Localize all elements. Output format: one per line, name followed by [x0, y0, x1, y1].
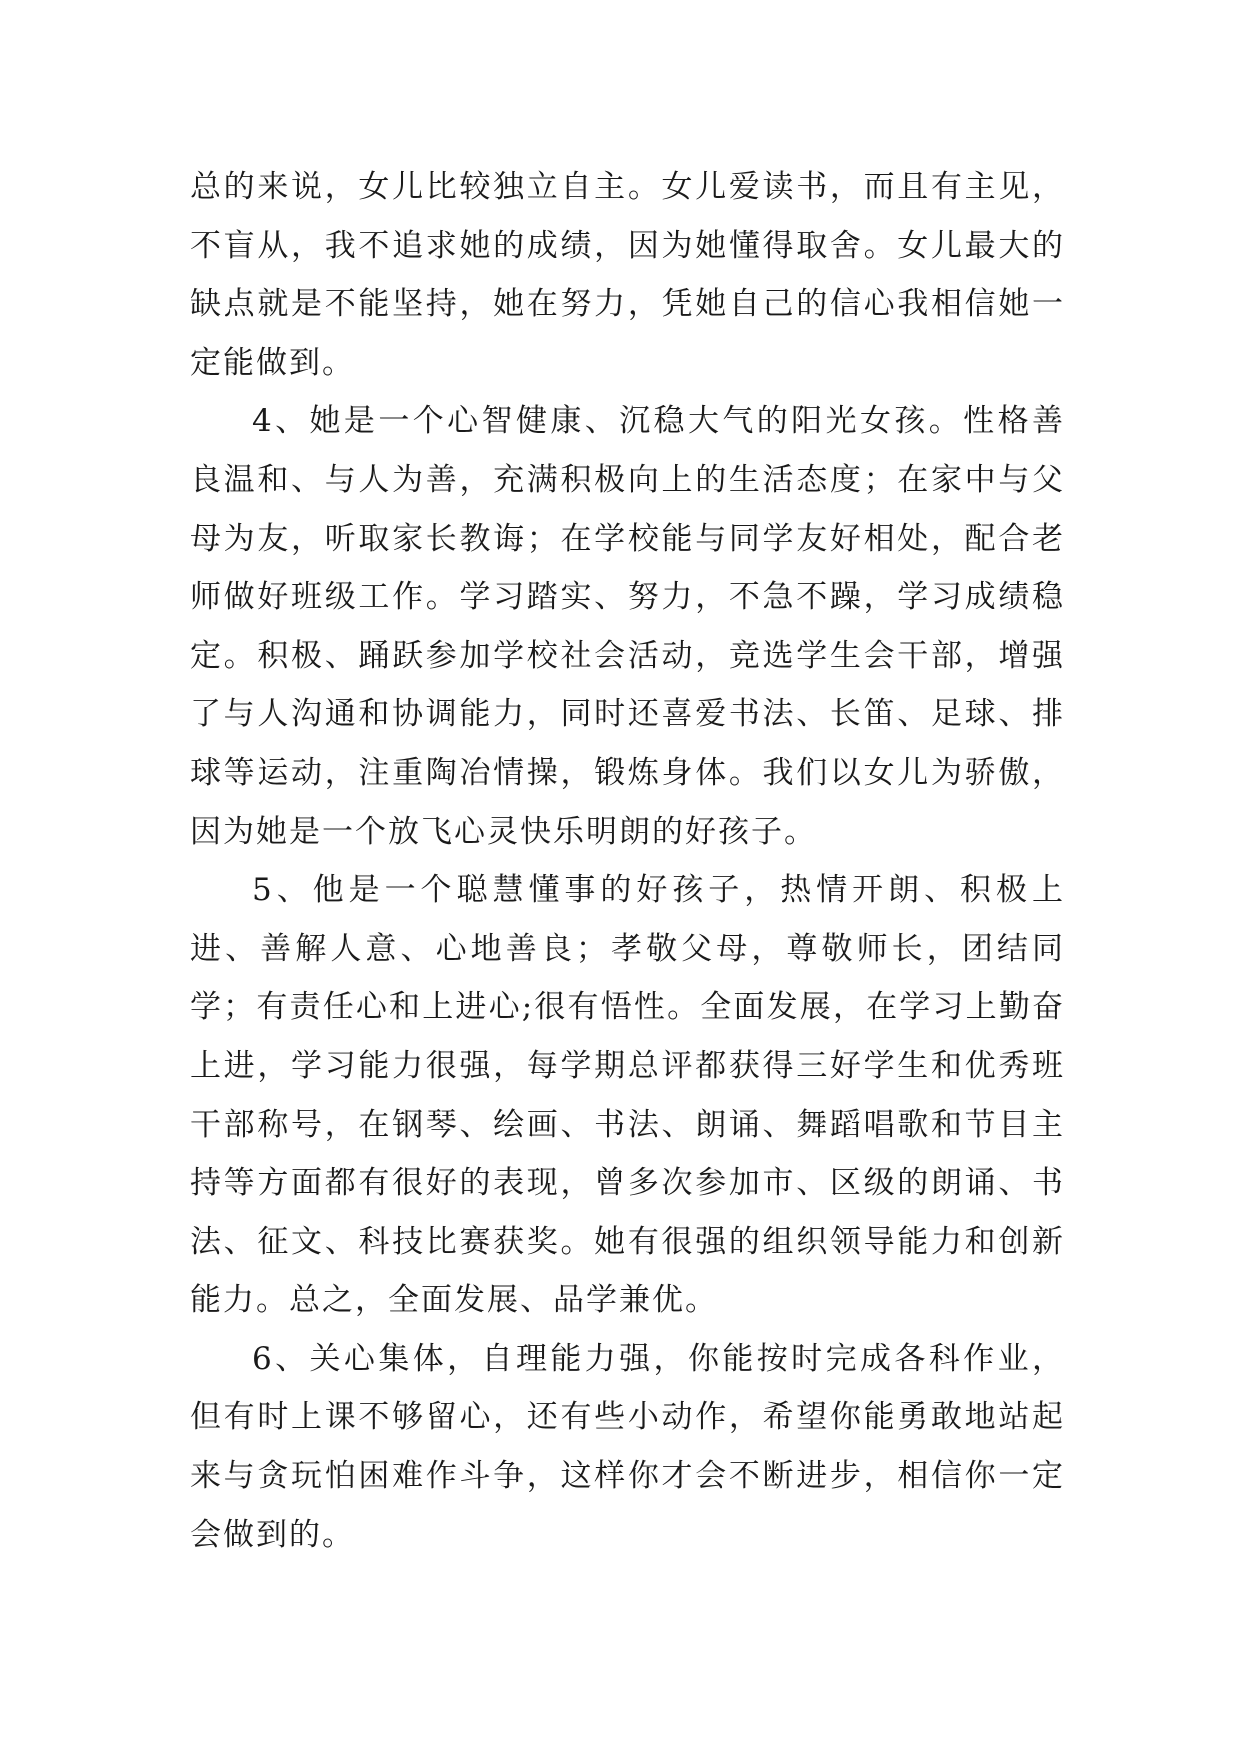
paragraph-item-5: 5、他是一个聪慧懂事的好孩子，热情开朗、积极上进、善解人意、心地善良；孝敬父母，尊敬师长，团结同学；有责任心和上进心;很有悟性。全面发展，在学习上勤奋上进，学习能力很强，每学期总评都获得三好学生和优秀班干部称号，在钢琴、绘画、书法、朗诵、舞蹈唱歌和节目主持等方面都有很好的表现，曾多次参加市、区级的朗诵、书法、征文、科技比赛获奖。她有很强的组织领导能力和创新能力。总之，全面发展、品学兼优。: [190, 872, 1065, 1319]
paragraph-item-6: 6、关心集体，自理能力强，你能按时完成各科作业，但有时上课不够留心，还有些小动作，希望你能勇敢地站起来与贪玩怕困难作斗争，这样你才会不断进步，相信你一定会做到的。: [190, 1340, 1065, 1553]
paragraph-item-4: 4、她是一个心智健康、沉稳大气的阳光女孩。性格善良温和、与人为善，充满积极向上的生活态度；在家中与父母为友，听取家长教诲；在学校能与同学友好相处，配合老师做好班级工作。学习踏实、努力，不急不躁，学习成绩稳定。积极、踊跃参加学校社会活动，竞选学生会干部，增强了与人沟通和协调能力，同时还喜爱书法、长笛、足球、排球等运动，注重陶冶情操，锻炼身体。我们以女儿为骄傲，因为她是一个放飞心灵快乐明朗的好孩子。: [190, 403, 1065, 850]
document-body: [190, 158, 1065, 1564]
paragraph-summary: 总的来说，女儿比较独立自主。女儿爱读书，而且有主见，不盲从，我不追求她的成绩，因为她懂得取舍。女儿最大的缺点就是不能坚持，她在努力，凭她自己的信心我相信她一定能做到。: [190, 169, 1065, 381]
